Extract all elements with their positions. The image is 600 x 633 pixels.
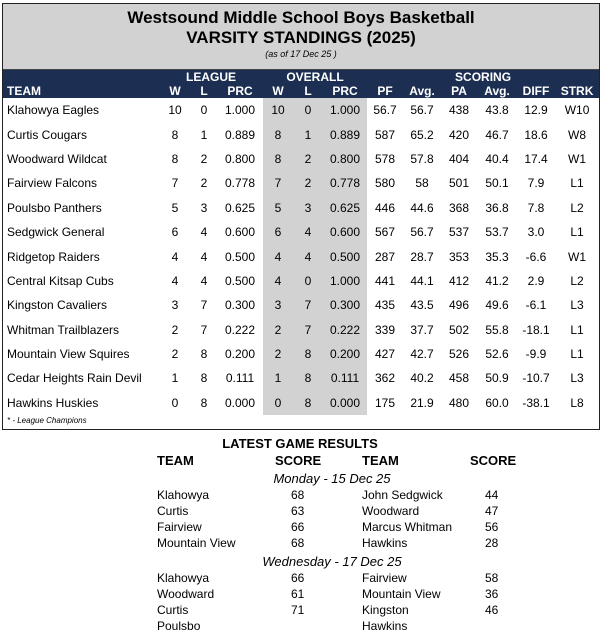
cell-strk: W1 xyxy=(568,249,587,264)
cell-overall-prc: 0.800 xyxy=(323,147,367,171)
cell-league-prc: 0.222 xyxy=(224,322,256,337)
cell-pf: 587 xyxy=(375,127,396,142)
cell-league-prc: 0.000 xyxy=(224,395,256,410)
game-team2: John Sedgwick xyxy=(362,488,443,502)
game-score2: 44 xyxy=(485,488,499,502)
cell-pf: 578 xyxy=(375,151,396,166)
cell-league-l: 7 xyxy=(200,322,208,337)
cell-pf: 441 xyxy=(375,273,396,288)
cell-league-w: 5 xyxy=(171,200,179,215)
cell-overall-l: 7 xyxy=(293,293,323,317)
cell-pa: 526 xyxy=(449,347,470,362)
cell-team: Klahowya Eagles xyxy=(7,103,100,118)
cell-league-w: 8 xyxy=(171,127,179,142)
game-team2: Mountain View xyxy=(362,587,441,601)
cell-overall-l: 0 xyxy=(293,269,323,293)
table-row xyxy=(3,293,599,317)
game-team1: Curtis xyxy=(157,603,189,617)
cell-strk: L2 xyxy=(570,200,584,215)
day-label: Monday - 15 Dec 25 xyxy=(273,471,391,486)
game-score2: 46 xyxy=(485,603,499,617)
game-score2: 58 xyxy=(485,571,499,585)
table-row xyxy=(3,366,599,390)
game-team2: Woodward xyxy=(362,504,420,518)
game-score1: 61 xyxy=(291,587,305,601)
cell-pf: 580 xyxy=(375,176,396,191)
table-row xyxy=(3,171,599,195)
game-team2: Hawkins xyxy=(362,536,408,550)
overall-group-header: OVERALL xyxy=(263,70,367,84)
cell-pa: 438 xyxy=(449,103,470,118)
cell-league-w: 7 xyxy=(171,176,179,191)
cell-pa: 353 xyxy=(449,249,470,264)
cell-strk: L1 xyxy=(570,347,584,362)
header-spacer xyxy=(3,70,159,84)
cell-team: Mountain View Squires xyxy=(7,347,130,362)
cell-overall-w: 7 xyxy=(263,171,293,195)
game-team1: Klahowya xyxy=(157,488,210,502)
cell-league-w: 6 xyxy=(171,225,179,240)
cell-diff: -18.1 xyxy=(522,322,550,337)
cell-pf: 287 xyxy=(375,249,396,264)
game-team2: Kingston xyxy=(362,603,409,617)
cell-pa-avg: 46.7 xyxy=(485,127,509,142)
cell-league-prc: 0.111 xyxy=(225,371,255,386)
cell-pf-avg: 28.7 xyxy=(410,249,434,264)
cell-league-prc: 0.889 xyxy=(224,127,256,142)
cell-pf: 427 xyxy=(375,347,396,362)
standings-header xyxy=(3,70,599,98)
day-label: Wednesday - 17 Dec 25 xyxy=(262,554,402,569)
cell-pa-avg: 50.1 xyxy=(485,176,509,191)
cell-overall-l: 4 xyxy=(293,244,323,268)
cell-league-l: 0 xyxy=(200,103,208,118)
cell-pf-avg: 56.7 xyxy=(410,225,434,240)
col-overall-l: L xyxy=(293,84,323,98)
cell-team: Fairview Falcons xyxy=(7,176,98,191)
cell-pa: 501 xyxy=(449,176,470,191)
cell-pf: 339 xyxy=(375,322,396,337)
cell-strk: W1 xyxy=(568,151,587,166)
cell-league-w: 0 xyxy=(171,395,179,410)
cell-overall-w: 10 xyxy=(263,98,293,122)
game-score2: 36 xyxy=(485,587,499,601)
game-score2: 56 xyxy=(485,520,499,534)
game-score1: 66 xyxy=(291,520,305,534)
col-league-w: W xyxy=(159,84,191,98)
cell-league-w: 2 xyxy=(171,347,179,362)
cell-diff: 7.9 xyxy=(527,176,545,191)
cell-overall-w: 0 xyxy=(263,391,293,415)
cell-overall-w: 8 xyxy=(263,147,293,171)
cell-pa: 502 xyxy=(449,322,470,337)
cell-pa-avg: 36.8 xyxy=(485,200,509,215)
game-team1: Mountain View xyxy=(157,536,236,550)
cell-overall-l: 2 xyxy=(293,147,323,171)
game-team2: Hawkins xyxy=(362,619,408,633)
cell-league-w: 2 xyxy=(171,322,179,337)
cell-overall-l: 2 xyxy=(293,171,323,195)
game-score2: 47 xyxy=(485,504,499,518)
game-team1: Fairview xyxy=(157,520,202,534)
game-team1: Woodward xyxy=(157,587,215,601)
cell-pf-avg: 65.2 xyxy=(410,127,434,142)
cell-overall-w: 1 xyxy=(263,366,293,390)
cell-league-prc: 0.778 xyxy=(224,176,256,191)
cell-pf-avg: 43.5 xyxy=(410,298,434,313)
game-team2: Fairview xyxy=(362,571,407,585)
standings-panel xyxy=(2,3,600,430)
cell-pf: 175 xyxy=(375,395,396,410)
cell-overall-w: 2 xyxy=(263,318,293,342)
cell-overall-l: 3 xyxy=(293,196,323,220)
cell-team: Whitman Trailblazers xyxy=(7,322,120,337)
col-team: TEAM xyxy=(3,84,159,98)
page-title: Westsound Middle School Boys Basketball xyxy=(127,8,475,27)
page-subtitle: VARSITY STANDINGS (2025) xyxy=(186,28,416,47)
footnote: * - League Champions xyxy=(7,416,87,425)
cell-pa-avg: 49.6 xyxy=(485,298,509,313)
cell-pa-avg: 52.6 xyxy=(485,347,509,362)
cell-diff: -10.7 xyxy=(522,371,550,386)
cell-league-w: 1 xyxy=(171,371,179,386)
game-team2: Marcus Whitman xyxy=(362,520,453,534)
cell-strk: W10 xyxy=(564,103,590,118)
cell-pa: 496 xyxy=(449,298,470,313)
header-team1: TEAM xyxy=(157,453,194,468)
cell-pf: 446 xyxy=(375,200,396,215)
cell-overall-prc: 0.000 xyxy=(323,391,367,415)
cell-overall-w: 6 xyxy=(263,220,293,244)
cell-pa-avg: 50.9 xyxy=(485,371,509,386)
cell-overall-l: 8 xyxy=(293,366,323,390)
cell-league-w: 4 xyxy=(171,273,179,288)
cell-pa: 404 xyxy=(449,151,470,166)
cell-overall-prc: 0.889 xyxy=(323,122,367,146)
col-pf-avg: Avg. xyxy=(403,84,441,98)
cell-overall-prc: 0.500 xyxy=(323,244,367,268)
cell-strk: L1 xyxy=(570,225,584,240)
table-row xyxy=(3,391,599,415)
col-pa-avg: Avg. xyxy=(477,84,517,98)
header-score1: SCORE xyxy=(275,453,322,468)
table-row xyxy=(3,342,599,366)
cell-strk: L8 xyxy=(570,395,584,410)
cell-pf-avg: 58 xyxy=(415,176,429,191)
table-row xyxy=(3,98,599,122)
cell-diff: -6.6 xyxy=(525,249,547,264)
latest-results-title: LATEST GAME RESULTS xyxy=(222,436,378,451)
cell-team: Sedgwick General xyxy=(7,225,105,240)
table-row xyxy=(3,196,599,220)
header-score2: SCORE xyxy=(470,453,517,468)
league-group-header: LEAGUE xyxy=(159,70,263,84)
cell-overall-prc: 0.111 xyxy=(323,366,367,390)
cell-pf: 567 xyxy=(375,225,396,240)
cell-league-prc: 0.200 xyxy=(224,347,256,362)
as-of-date: (as of 17 Dec 25 ) xyxy=(265,49,337,59)
cell-diff: 12.9 xyxy=(524,103,548,118)
cell-league-w: 10 xyxy=(168,103,182,118)
cell-overall-prc: 0.778 xyxy=(323,171,367,195)
cell-overall-prc: 0.600 xyxy=(323,220,367,244)
col-diff: DIFF xyxy=(517,84,555,98)
cell-overall-l: 1 xyxy=(293,122,323,146)
cell-pa-avg: 55.8 xyxy=(485,322,509,337)
cell-team: Curtis Cougars xyxy=(7,127,88,142)
cell-league-l: 7 xyxy=(200,298,208,313)
game-score1: 63 xyxy=(291,504,305,518)
cell-team: Central Kitsap Cubs xyxy=(7,273,114,288)
cell-pa-avg: 60.0 xyxy=(485,395,509,410)
cell-overall-w: 4 xyxy=(263,244,293,268)
cell-overall-l: 8 xyxy=(293,391,323,415)
cell-league-prc: 1.000 xyxy=(224,103,256,118)
cell-pa: 368 xyxy=(449,200,470,215)
cell-league-w: 3 xyxy=(171,298,179,313)
cell-league-w: 4 xyxy=(171,249,179,264)
cell-pa: 412 xyxy=(449,273,470,288)
cell-team: Ridgetop Raiders xyxy=(7,249,100,264)
col-pa: PA xyxy=(441,84,477,98)
col-league-l: L xyxy=(191,84,217,98)
cell-overall-prc: 0.200 xyxy=(323,342,367,366)
cell-league-l: 1 xyxy=(200,127,208,142)
cell-overall-w: 3 xyxy=(263,293,293,317)
cell-pf: 362 xyxy=(375,371,396,386)
cell-diff: 7.8 xyxy=(527,200,545,215)
cell-diff: 2.9 xyxy=(527,273,545,288)
cell-league-l: 4 xyxy=(200,273,208,288)
cell-pa: 480 xyxy=(449,395,470,410)
cell-overall-prc: 0.625 xyxy=(323,196,367,220)
table-row xyxy=(3,318,599,342)
cell-pa-avg: 40.4 xyxy=(485,151,509,166)
cell-team: Kingston Cavaliers xyxy=(7,298,108,313)
cell-overall-l: 8 xyxy=(293,342,323,366)
cell-pf-avg: 56.7 xyxy=(410,103,434,118)
cell-overall-l: 4 xyxy=(293,220,323,244)
cell-strk: L1 xyxy=(570,176,584,191)
cell-overall-prc: 0.222 xyxy=(323,318,367,342)
col-pf: PF xyxy=(367,84,403,98)
cell-diff: -6.1 xyxy=(525,298,547,313)
cell-strk: L1 xyxy=(570,322,584,337)
game-team1: Klahowya xyxy=(157,571,210,585)
cell-pf-avg: 57.8 xyxy=(410,151,434,166)
game-score1: 68 xyxy=(291,536,305,550)
cell-league-prc: 0.500 xyxy=(224,273,256,288)
cell-overall-l: 7 xyxy=(293,318,323,342)
cell-league-prc: 0.500 xyxy=(224,249,256,264)
cell-pf: 435 xyxy=(375,298,396,313)
cell-overall-w: 5 xyxy=(263,196,293,220)
table-row xyxy=(3,122,599,146)
cell-overall-prc: 1.000 xyxy=(323,98,367,122)
standings-table xyxy=(3,70,599,415)
cell-league-l: 8 xyxy=(200,371,208,386)
cell-league-l: 8 xyxy=(200,347,208,362)
cell-league-l: 2 xyxy=(200,151,208,166)
cell-pa-avg: 35.3 xyxy=(485,249,509,264)
cell-team: Woodward Wildcat xyxy=(7,151,107,166)
cell-league-l: 4 xyxy=(200,225,208,240)
cell-league-l: 8 xyxy=(200,395,208,410)
cell-league-l: 3 xyxy=(200,200,208,215)
cell-overall-prc: 0.300 xyxy=(323,293,367,317)
cell-overall-prc: 1.000 xyxy=(323,269,367,293)
col-overall-prc: PRC xyxy=(323,84,367,98)
cell-pf-avg: 42.7 xyxy=(410,347,434,362)
table-row xyxy=(3,220,599,244)
cell-pa: 537 xyxy=(449,225,470,240)
scoring-group-header: SCORING xyxy=(367,70,599,84)
game-team1: Poulsbo xyxy=(157,619,201,633)
cell-overall-w: 2 xyxy=(263,342,293,366)
cell-pf-avg: 37.7 xyxy=(410,322,434,337)
cell-pa-avg: 41.2 xyxy=(485,273,509,288)
game-team1: Curtis xyxy=(157,504,189,518)
cell-pa: 458 xyxy=(449,371,470,386)
cell-overall-l: 0 xyxy=(293,98,323,122)
cell-strk: L2 xyxy=(570,273,584,288)
game-score1: 71 xyxy=(291,603,305,617)
game-score1: 66 xyxy=(291,571,305,585)
cell-strk: L3 xyxy=(570,371,584,386)
cell-league-prc: 0.300 xyxy=(224,298,256,313)
cell-team: Poulsbo Panthers xyxy=(7,200,102,215)
game-score1: 68 xyxy=(291,488,305,502)
col-league-prc: PRC xyxy=(217,84,263,98)
title-box xyxy=(3,4,599,70)
cell-pf: 56.7 xyxy=(373,103,397,118)
table-row xyxy=(3,147,599,171)
cell-pf-avg: 44.6 xyxy=(410,200,434,215)
cell-league-prc: 0.600 xyxy=(224,225,256,240)
cell-overall-w: 8 xyxy=(263,122,293,146)
game-score2: 28 xyxy=(485,536,499,550)
cell-pa: 420 xyxy=(449,127,470,142)
cell-team: Hawkins Huskies xyxy=(7,395,99,410)
cell-league-prc: 0.800 xyxy=(224,151,256,166)
cell-diff: 18.6 xyxy=(524,127,548,142)
cell-strk: W8 xyxy=(568,127,587,142)
cell-diff: -38.1 xyxy=(522,395,550,410)
cell-pf-avg: 40.2 xyxy=(410,371,434,386)
cell-pa-avg: 53.7 xyxy=(485,225,509,240)
cell-diff: -9.9 xyxy=(525,347,547,362)
table-row xyxy=(3,269,599,293)
cell-strk: L3 xyxy=(570,298,584,313)
cell-pf-avg: 21.9 xyxy=(410,395,434,410)
cell-overall-w: 4 xyxy=(263,269,293,293)
cell-league-l: 4 xyxy=(200,249,208,264)
cell-diff: 3.0 xyxy=(527,225,545,240)
cell-team: Cedar Heights Rain Devil xyxy=(7,371,142,386)
cell-league-l: 2 xyxy=(200,176,208,191)
table-row xyxy=(3,244,599,268)
cell-pa-avg: 43.8 xyxy=(485,103,509,118)
cell-pf-avg: 44.1 xyxy=(410,273,434,288)
cell-league-w: 8 xyxy=(171,151,179,166)
cell-diff: 17.4 xyxy=(524,151,548,166)
col-overall-w: W xyxy=(263,84,293,98)
cell-league-prc: 0.625 xyxy=(224,200,256,215)
col-strk: STRK xyxy=(555,84,599,98)
header-team2: TEAM xyxy=(362,453,399,468)
standings-body xyxy=(3,98,599,415)
